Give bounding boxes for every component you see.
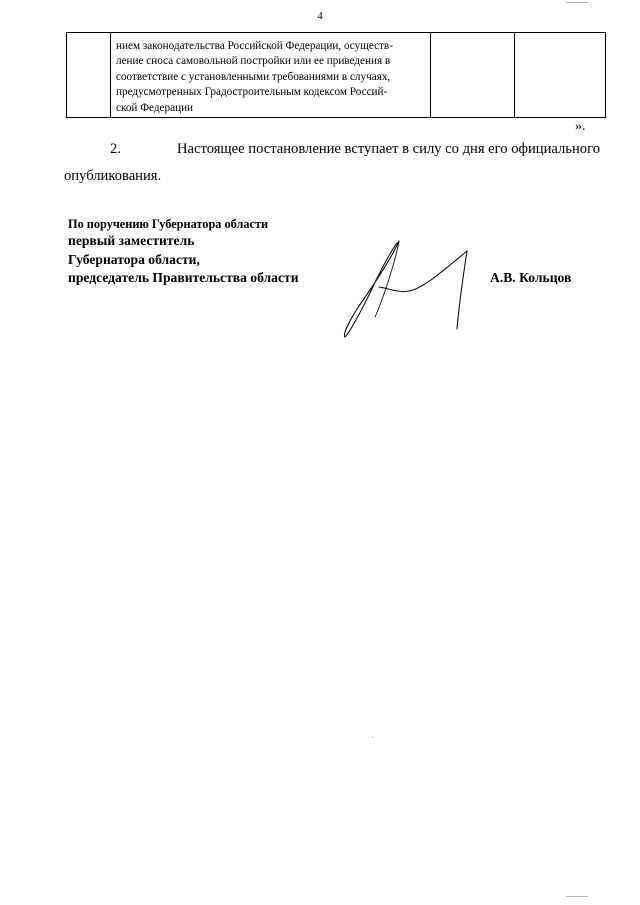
paragraph-text-line1: Настоящее постановление вступает в силу со дня его официального xyxy=(177,141,600,157)
table-text-line: предусмотренных Градостроительным кодексом Россий- xyxy=(116,86,388,99)
paragraph-number: 2. xyxy=(110,141,121,157)
scan-mark-bottom xyxy=(566,896,588,899)
continuation-table xyxy=(66,32,606,118)
paragraph-2 xyxy=(64,136,600,184)
table-cell-number xyxy=(67,33,111,118)
scan-mark-top xyxy=(566,2,588,5)
paragraph-text-line2: опубликования. xyxy=(64,168,162,184)
table-text-line: ской Федерации xyxy=(116,101,194,114)
table-cell-description xyxy=(111,33,431,118)
table-text-line: ление сноса самовольной постройки или ее приведения в xyxy=(116,55,391,68)
scan-speck xyxy=(372,737,373,738)
page-number: 4 xyxy=(317,10,323,22)
signatory-line: Губернатора области, xyxy=(68,251,200,267)
table-row xyxy=(67,33,606,118)
table-cell-empty xyxy=(515,33,606,118)
signatory-name: А.В. Кольцов xyxy=(490,270,572,285)
signatory-line: председатель Правительства области xyxy=(68,270,299,285)
signatory-line: первый заместитель xyxy=(68,233,195,248)
handwritten-signature xyxy=(335,233,485,343)
table-cell-empty xyxy=(431,33,515,118)
table-text-line: соответствие с установленными требованиями в случаях, xyxy=(116,70,391,83)
table-cell-text xyxy=(111,33,430,116)
signatory-title-block xyxy=(68,216,299,288)
table-text-line: нием законодательства Российской Федерации, осуществ- xyxy=(116,40,393,52)
paragraph-line xyxy=(110,136,600,163)
signatory-line: По поручению Губернатора области xyxy=(68,217,269,231)
closing-quote: ». xyxy=(575,119,586,134)
